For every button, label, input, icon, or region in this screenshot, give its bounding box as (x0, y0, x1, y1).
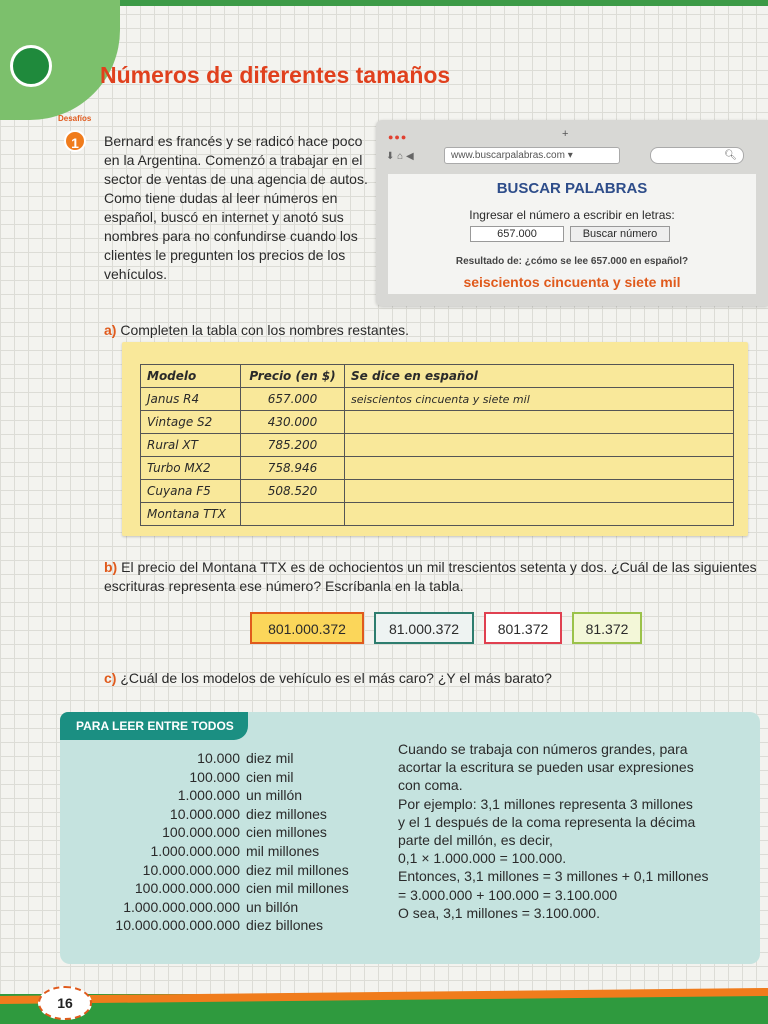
number-value: 10.000.000.000.000 (115, 917, 240, 934)
cell-spanish (345, 503, 734, 526)
cell-spanish (345, 411, 734, 434)
cell-spanish (345, 480, 734, 503)
explanation-line: y el 1 después de la coma representa la décima (398, 813, 696, 830)
browser-window (376, 120, 768, 306)
number-input: 657.000 (470, 226, 564, 242)
cell-price: 430.000 (241, 411, 345, 434)
item-a-letter: a) (104, 322, 117, 338)
list-item (60, 769, 370, 788)
explanation-line: acortar la escritura se pueden usar expresiones (398, 759, 694, 776)
number-name: mil millones (246, 842, 320, 859)
window-controls-icon: ●●● (388, 132, 408, 142)
read-together-box (60, 712, 760, 964)
number-name: diez mil millones (246, 861, 349, 878)
cell-model: Cuyana F5 (141, 480, 241, 503)
cell-spanish (345, 434, 734, 457)
models-table-card (122, 342, 748, 536)
table-row (141, 411, 734, 434)
list-item (60, 787, 370, 806)
number-name: cien mil millones (246, 880, 349, 897)
item-b-text: El precio del Montana TTX es de ochocientos un mil trescientos setenta y dos. ¿Cuál de las siguientes escrituras representa ese número? Escríbanla en la tabla. (104, 559, 757, 594)
number-value: 1.000.000.000.000 (123, 898, 240, 915)
header-spanish: Se dice en español (345, 365, 734, 388)
browser-content (388, 174, 756, 294)
search-icon: 🔍︎ (650, 147, 744, 164)
number-name: un billón (246, 898, 299, 915)
number-name: diez mil (246, 750, 294, 766)
number-value: 1.000.000 (177, 787, 240, 804)
item-a-text: Completen la tabla con los nombres restantes. (120, 322, 410, 338)
list-item (60, 843, 370, 862)
option-2: 81.000.372 (374, 612, 474, 644)
explanation-line: parte del millón, es decir, (398, 832, 553, 849)
item-c-letter: c) (104, 670, 117, 686)
decorative-blob (0, 0, 120, 120)
option-4: 81.372 (572, 612, 642, 644)
explanation-line: = 3.000.000 + 100.000 = 3.100.000 (398, 886, 618, 903)
list-item (60, 917, 370, 936)
page-title: Números de diferentes tamaños (100, 62, 451, 88)
explanation-text (398, 740, 748, 922)
browser-page-title: BUSCAR PALABRAS (496, 180, 648, 197)
navigation-icons: ⬇ ⌂ ◀ (386, 151, 414, 162)
explanation-line: Por ejemplo: 3,1 millones representa 3 millones (398, 795, 693, 812)
item-b-letter: b) (104, 559, 118, 575)
cell-model: Rural XT (141, 434, 241, 457)
question-intro: Bernard es francés y se radicó hace poco en la Argentina. Comenzó a trabajar en el sector de ventas de una agencia de autos. Como tiene dudas al leer números en español, buscó en internet y anotó sus nombres para no confundirse cuando los clientes le pregunten los precios de los vehículos. (104, 133, 368, 282)
item-a (104, 322, 409, 338)
header-price: Precio (en $) (241, 365, 345, 388)
explanation-line: Cuando se trabaja con números grandes, para (398, 741, 688, 757)
list-item (60, 806, 370, 825)
number-name: cien millones (246, 824, 327, 841)
number-name: cien mil (246, 768, 294, 785)
number-names-list (60, 750, 370, 936)
explanation-line: O sea, 3,1 millones = 3.100.000. (398, 904, 600, 921)
cell-spanish: seiscientos cincuenta y siete mil (345, 388, 734, 411)
page-number: 16 (38, 986, 92, 1020)
new-tab-icon: + (562, 128, 569, 140)
table-row (141, 503, 734, 526)
number-value: 1.000.000.000 (150, 842, 240, 859)
read-together-tag: PARA LEER ENTRE TODOS (60, 712, 248, 740)
table-row (141, 434, 734, 457)
item-c (104, 670, 552, 686)
list-item (60, 750, 370, 769)
table-row (141, 480, 734, 503)
url-bar: www.buscarpalabras.com ▾ (444, 147, 620, 164)
explanation-line: con coma. (398, 777, 463, 794)
input-label: Ingresar el número a escribir en letras: (469, 208, 675, 222)
cell-price: 508.520 (241, 480, 345, 503)
cell-model: Janus R4 (141, 388, 241, 411)
cell-price: 758.946 (241, 457, 345, 480)
question-number: 1 (64, 130, 86, 152)
cell-model: Turbo MX2 (141, 457, 241, 480)
list-item (60, 824, 370, 843)
cell-spanish (345, 457, 734, 480)
number-name: diez billones (246, 917, 324, 934)
number-value: 10.000.000 (169, 805, 240, 822)
cell-price: 785.200 (241, 434, 345, 457)
number-value: 100.000 (189, 768, 240, 785)
result-label: Resultado de: ¿cómo se lee 657.000 en español? (455, 256, 689, 267)
result-answer: seiscientos cincuenta y siete mil (463, 274, 681, 290)
number-value: 10.000 (197, 750, 240, 766)
search-number-button: Buscar número (570, 226, 670, 242)
list-item (60, 899, 370, 918)
option-1: 801.000.372 (250, 612, 364, 644)
models-table (140, 364, 734, 526)
explanation-line: 0,1 × 1.000.000 = 100.000. (398, 850, 567, 867)
number-value: 10.000.000.000 (142, 861, 240, 878)
number-name: un millón (246, 787, 303, 804)
table-row (141, 457, 734, 480)
table-header-row (141, 365, 734, 388)
number-name: diez millones (246, 805, 327, 822)
table-row (141, 388, 734, 411)
item-b (104, 558, 764, 596)
option-3: 801.372 (484, 612, 562, 644)
header-model: Modelo (141, 365, 241, 388)
explanation-line: Entonces, 3,1 millones = 3 millones + 0,1 millones (398, 868, 709, 885)
number-value: 100.000.000.000 (134, 880, 240, 897)
cell-model: Montana TTX (141, 503, 241, 526)
number-value: 100.000.000 (162, 824, 240, 841)
challenge-tag: Desafíos (58, 114, 92, 123)
cell-price (241, 503, 345, 526)
list-item (60, 880, 370, 899)
cell-price: 657.000 (241, 388, 345, 411)
cell-model: Vintage S2 (141, 411, 241, 434)
list-item (60, 862, 370, 881)
title-bullet-icon (10, 45, 52, 87)
item-c-text: ¿Cuál de los modelos de vehículo es el más caro? ¿Y el más barato? (120, 670, 552, 686)
